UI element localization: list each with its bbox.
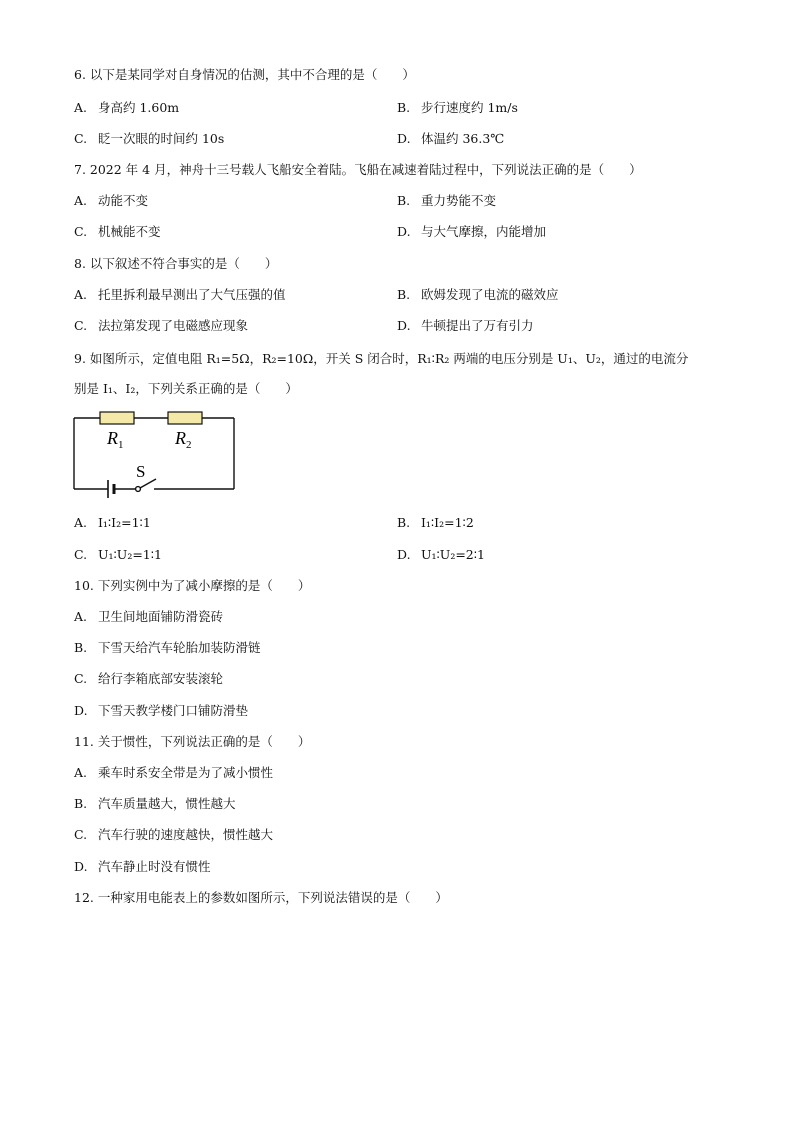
q10-option-c[interactable] bbox=[74, 671, 223, 687]
option-label: A. bbox=[74, 515, 88, 530]
q10-option-d[interactable] bbox=[74, 703, 248, 719]
option-label: D. bbox=[397, 224, 411, 239]
option-label: C. bbox=[74, 131, 88, 146]
option-text: 身高约 1.60m bbox=[97, 100, 180, 115]
option-label: C. bbox=[74, 827, 88, 842]
q9-stem-line2: 别是 I₁、I₂，下列关系正确的是（ ） bbox=[74, 381, 298, 396]
option-text: 动能不变 bbox=[97, 193, 148, 208]
option-label: C. bbox=[74, 547, 88, 562]
option-text: 下雪天给汽车轮胎加装防滑链 bbox=[97, 640, 261, 655]
q9-option-a[interactable] bbox=[74, 515, 151, 531]
option-text: I₁∶I₂=1∶1 bbox=[97, 515, 151, 530]
q7-stem: 7. 2022 年 4 月，神舟十三号载人飞船安全着陆。飞船在减速着陆过程中，下列说法正确的是（ ） bbox=[74, 162, 642, 177]
option-label: B. bbox=[74, 796, 88, 811]
option-text: 机械能不变 bbox=[97, 224, 161, 239]
option-label: D. bbox=[397, 547, 411, 562]
option-label: C. bbox=[74, 224, 88, 239]
option-label: D. bbox=[74, 703, 88, 718]
option-text: 托里拆利最早测出了大气压强的值 bbox=[97, 287, 286, 302]
option-text: 步行速度约 1m/s bbox=[420, 100, 518, 115]
resistor-r1 bbox=[100, 412, 134, 424]
option-label: B. bbox=[397, 515, 411, 530]
option-label: A. bbox=[74, 193, 88, 208]
option-text: I₁∶I₂=1∶2 bbox=[420, 515, 474, 530]
option-label: B. bbox=[397, 100, 411, 115]
option-text: 牛顿提出了万有引力 bbox=[420, 318, 534, 333]
q10-stem: 10. 下列实例中为了减小摩擦的是（ ） bbox=[74, 578, 311, 593]
q9-option-d[interactable] bbox=[397, 547, 485, 563]
option-label: B. bbox=[74, 640, 88, 655]
option-text: 汽车质量越大，惯性越大 bbox=[97, 796, 236, 811]
switch-label: S bbox=[136, 462, 146, 481]
option-text: U₁∶U₂=1∶1 bbox=[97, 547, 162, 562]
switch-pivot bbox=[136, 487, 141, 492]
option-text: 眨一次眼的时间约 10s bbox=[97, 131, 225, 146]
q9-option-c[interactable] bbox=[74, 547, 162, 563]
option-label: B. bbox=[397, 287, 411, 302]
r1-label: $R_1$ bbox=[107, 428, 124, 451]
q9-option-b[interactable] bbox=[397, 515, 474, 531]
option-text: 乘车时系安全带是为了减小惯性 bbox=[97, 765, 273, 780]
q8-stem: 8. 以下叙述不符合事实的是（ ） bbox=[74, 256, 278, 271]
option-label: D. bbox=[397, 131, 411, 146]
option-text: 下雪天教学楼门口铺防滑垫 bbox=[97, 703, 248, 718]
option-label: A. bbox=[74, 765, 88, 780]
q10-option-b[interactable] bbox=[74, 640, 261, 656]
r2-label: $R_2$ bbox=[175, 428, 192, 451]
q11-option-b[interactable] bbox=[74, 796, 236, 812]
option-label: A. bbox=[74, 287, 88, 302]
option-text: 给行李箱底部安装滚轮 bbox=[97, 671, 223, 686]
option-label: C. bbox=[74, 318, 88, 333]
q6-stem: 6. 以下是某同学对自身情况的估测，其中不合理的是（ ） bbox=[74, 67, 415, 82]
resistor-r2 bbox=[168, 412, 202, 424]
q10-option-a[interactable] bbox=[74, 609, 223, 625]
option-text: 与大气摩擦，内能增加 bbox=[420, 224, 546, 239]
option-text: 体温约 36.3℃ bbox=[420, 131, 505, 146]
option-text: 卫生间地面铺防滑瓷砖 bbox=[97, 609, 223, 624]
option-text: 汽车静止时没有惯性 bbox=[97, 859, 211, 874]
option-label: D. bbox=[74, 859, 88, 874]
option-label: C. bbox=[74, 671, 88, 686]
option-text: 重力势能不变 bbox=[420, 193, 496, 208]
option-label: A. bbox=[74, 100, 88, 115]
q11-option-c[interactable] bbox=[74, 827, 273, 843]
option-text: U₁∶U₂=2∶1 bbox=[420, 547, 485, 562]
option-label: D. bbox=[397, 318, 411, 333]
option-text: 汽车行驶的速度越快，惯性越大 bbox=[97, 827, 273, 842]
option-text: 欧姆发现了电流的磁效应 bbox=[420, 287, 559, 302]
q11-option-d[interactable] bbox=[74, 859, 211, 875]
q11-stem: 11. 关于惯性，下列说法正确的是（ ） bbox=[74, 734, 311, 749]
option-label: B. bbox=[397, 193, 411, 208]
option-text: 法拉第发现了电磁感应现象 bbox=[97, 318, 248, 333]
option-label: A. bbox=[74, 609, 88, 624]
q9-stem-line1: 9. 如图所示，定值电阻 R₁=5Ω，R₂=10Ω，开关 S 闭合时，R₁∶R₂ 两端的电压分别是 U₁、U₂，通过的电流分 bbox=[74, 351, 689, 366]
q12-stem: 12. 一种家用电能表上的参数如图所示，下列说法错误的是（ ） bbox=[74, 890, 448, 905]
q11-option-a[interactable] bbox=[74, 765, 273, 781]
